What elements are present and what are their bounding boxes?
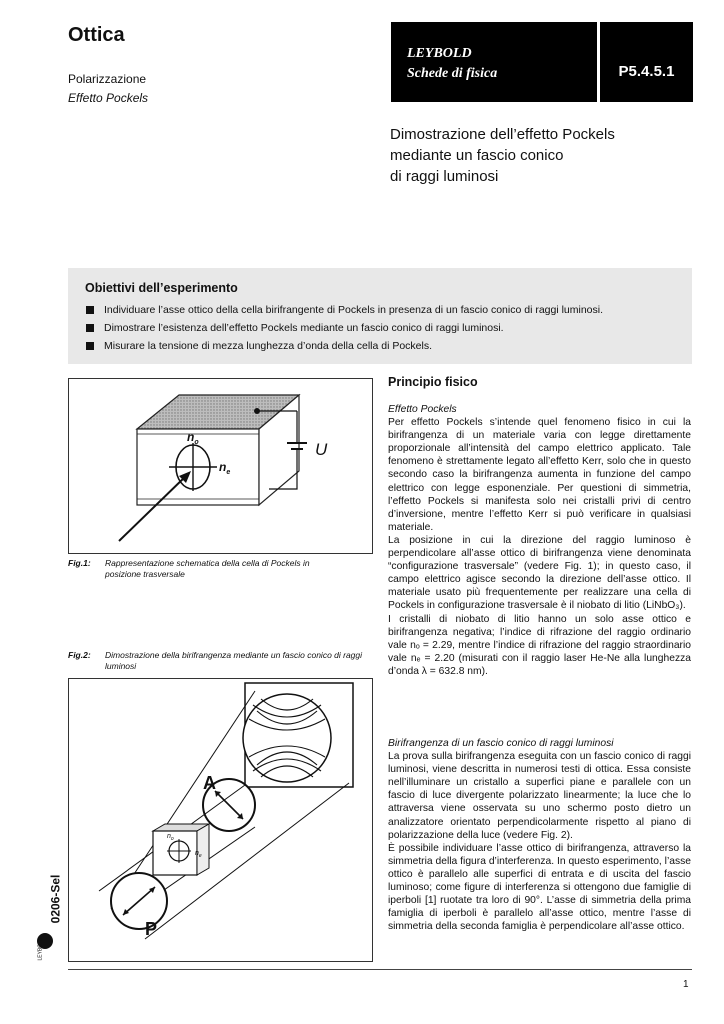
bullet-square-icon [86,342,94,350]
objectives-heading: Obiettivi dell’esperimento [85,281,238,295]
figure-1-caption [68,558,368,580]
figure-2-caption [68,650,368,672]
experiment-code: P5.4.5.1 [618,63,675,80]
ne-label: $n_e$ [195,850,202,859]
experiment-title-line: Dimostrazione dell’effetto Pockels [390,126,615,143]
paragraph: È possibile individuare l’asse ottico di birifrangenza, attraverso la simmetria della figura d’interferenza. In questo esperimento, l’asse ottico è parallelo alle superfici di entrata e di uscita del fascio luminoso; come figure di interferenza si ottengono due famiglie di iperboli [1] ruotate tra loro di 90°. L’asse di simmetria della prima famiglia di iperboli è parallelo all’asse ottico, mentre l’asse di simmetria della seconda famiglia è perpendicolare all’asse ottico. [388,842,691,933]
experiment-title [390,124,690,187]
ne-label: $n_e$ [219,460,231,476]
caption-text: Dimostrazione della birifrangenza mediante un fascio conico di raggi luminosi [105,650,363,671]
experiment-title-line: mediante un fascio conico [390,147,564,164]
paragraph: La prova sulla birifrangenza eseguita con un fascio conico di raggi luminosi, viene descritta in numerosi testi di ottica. Essa consiste nell’illuminare un cristallo a superfici piane e parallele con un fascio di luce divergente polarizzato linearmente; la luce che lo attraversa viene osservata su uno schermo posto dietro un analizzatore orientato perpendicolarmente rispetto al piano di polarizzazione della luce (vedere Fig. 2). [388,751,691,841]
footer-rule [68,969,692,970]
brand-series: Schede di fisica [407,66,498,81]
sheet-code: 0206-Sel [48,874,63,924]
objectives-list [86,301,603,355]
section-subheading: Effetto Pockels [388,404,457,415]
paragraph: I cristalli di niobato di litio hanno un solo asse ottico e birifrangenza negativa; l’indice di rifrazione del raggio ordinario vale nₒ = 2.29, mentre l’indice di rifrazione del raggio straordinario vale nₑ = 2.20 (misurati con il raggio laser He-Ne alla lunghezza d’onda λ = 632.8 nm). [388,613,691,677]
bullet-square-icon [86,306,94,314]
caption-text: Rappresentazione schematica della cella di Pockels in posizione trasversale [105,558,310,579]
document-title: Ottica [68,24,125,46]
brand-block [407,44,497,84]
caption-label: Fig.2: [68,650,91,660]
topic-label: Polarizzazione [68,72,147,86]
objective-item [86,337,603,355]
objective-item [86,301,603,319]
figure-1 [68,378,373,554]
section-subheading: Birifrangenza di un fascio conico di raggi luminosi [388,738,614,749]
paragraph: La posizione in cui la direzione del raggio luminoso è perpendicolare all’asse ottico di birifrangenza viene denominata “configurazione trasversale” (vedere Fig. 1); in questo caso, il campo elettrico agisce secondo la direzione dell’asse ottico. Il materiale usato più frequentemente per realizzare una cella di Pockels in configurazione trasversale è il niobato di litio (LiNbO₃). [388,534,691,612]
header-banner [391,22,693,102]
principle-text-1 [388,403,691,678]
analyzer-label: A [203,773,216,793]
objective-text: Dimostrare l’esistenza dell’effetto Pockels mediante un fascio conico di raggi luminosi. [104,322,504,334]
pockels-cell-diagram [69,379,372,553]
conical-beam-diagram [69,679,372,961]
objective-item [86,319,603,337]
page-number: 1 [683,979,689,990]
polarizer-label: P [145,919,158,939]
no-label: $n_o$ [167,833,174,842]
paragraph: Per effetto Pockels s’intende quel fenomeno fisico in cui la birifrangenza di un materiale varia con legge direttamente proporzionale all’intensità del campo elettrico applicato. Tale fenomeno è strettamente legato all’effetto Kerr, solo che in questo secondo caso la birifrangenza aumenta in funzione del campo elettrico con legge esponenziale. Per questioni di simmetria, l’effetto Pockels si manifesta solo nei cristalli privi di centro d’inversione, mentre l’effetto Kerr si può verificare in qualsiasi materiale. [388,417,691,533]
objectives-box [68,268,692,364]
side-code [37,868,67,961]
subtopic-label: Effetto Pockels [68,91,149,105]
voltage-label: U [315,440,328,459]
figure-2 [68,678,373,962]
bullet-square-icon [86,324,94,332]
logo-text: LEYBOLD [37,937,44,961]
brand-name: LEYBOLD [407,46,472,61]
no-label: $n_o$ [187,430,199,446]
principle-text-2 [388,737,691,933]
experiment-title-line: di raggi luminosi [390,168,499,185]
objective-text: Misurare la tensione di mezza lunghezza d’onda della cella di Pockels. [104,340,433,352]
caption-label: Fig.1: [68,558,91,568]
banner-divider [597,22,600,102]
principle-heading: Principio fisico [388,375,478,389]
objective-text: Individuare l’asse ottico della cella birifrangente di Pockels in presenza di un fascio conico di raggi luminosi. [104,304,604,316]
